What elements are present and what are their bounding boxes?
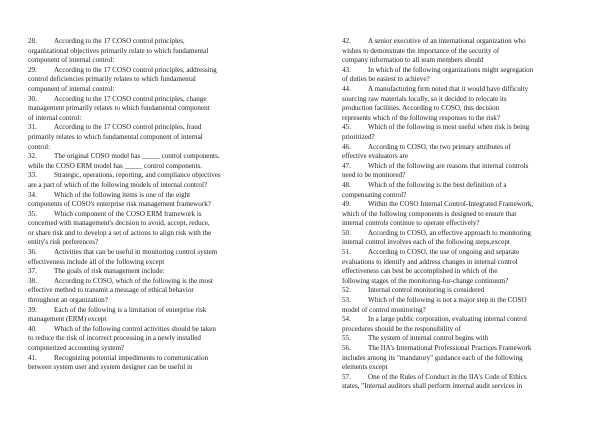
question-text: Recognizing potential impediments to communication [54, 353, 209, 362]
question-text: According to the 17 COSO control principles, fraud [54, 123, 202, 132]
question-number: 57. [342, 372, 351, 381]
question-first-line [342, 315, 594, 325]
question-item [342, 248, 594, 286]
question-item [342, 315, 594, 334]
question-item [342, 373, 594, 392]
question-text-line: effectiveness can best be accomplished in which of the [342, 267, 498, 276]
question-item [342, 181, 594, 200]
question-text-line: primarily relates to which fundamental component of internal [28, 132, 203, 141]
question-text-line: production facilities. According to COSO, this decision [342, 104, 500, 113]
question-item [342, 229, 594, 248]
question-item [342, 162, 594, 181]
question-text-line: are a part of which of the following models of internal control? [28, 180, 208, 189]
question-first-line [342, 286, 594, 296]
question-text-line: of internal control: [28, 113, 82, 122]
question-text-line: procedures should be the responsibility of [342, 324, 461, 333]
question-text-line: following stages of the monitoring-for-change continuum? [342, 276, 509, 285]
question-text-line: effective method to transmit a message of ethical behavior [28, 286, 194, 295]
question-text: Which of the following are reasons that internal controls [368, 161, 529, 170]
question-text: Strategic, operations, reporting, and compliance objectives [54, 171, 221, 180]
question-text: The goals of risk management include: [54, 267, 165, 276]
question-first-line [28, 191, 290, 201]
question-text-line: entity's risk preferences? [28, 238, 99, 247]
question-text-line: throughout an organization? [28, 296, 108, 305]
question-number: 55. [342, 334, 351, 343]
question-text-line: company information to all team members should [342, 56, 484, 65]
question-item [28, 277, 290, 306]
question-number: 56. [342, 344, 351, 352]
question-text-line: elements except [342, 363, 388, 372]
question-text-line: prioritized? [342, 132, 375, 141]
question-item [28, 152, 290, 171]
question-item [28, 66, 290, 95]
question-text-line: management (ERM) except [28, 315, 107, 324]
question-text: In which of the following organizations might segregation [368, 65, 534, 74]
question-first-line [28, 277, 290, 287]
question-number: 31. [28, 123, 37, 132]
question-text-line: wishes to demonstrate the importance of the security of [342, 46, 500, 55]
question-item [28, 248, 290, 267]
question-text-line: concerned with management's decision to avoid, accept, reduce, [28, 219, 210, 228]
question-first-line [28, 66, 290, 76]
question-item [28, 37, 290, 66]
question-first-line [342, 85, 594, 95]
question-first-line [342, 373, 594, 383]
question-item [342, 334, 594, 344]
question-text-line: to reduce the risk of incorrect processing in a newly installed [28, 334, 201, 343]
question-number: 28. [28, 37, 37, 45]
question-item [342, 200, 594, 229]
question-item [28, 325, 290, 354]
question-text-line: model of control monitoring? [342, 305, 426, 314]
question-text-line: effectiveness include all of the following except [28, 257, 165, 266]
question-number: 36. [28, 248, 37, 257]
question-item [28, 123, 290, 152]
question-first-line [342, 200, 594, 210]
question-text: Which of the following is most useful when risk is being [368, 123, 530, 132]
question-item [28, 267, 290, 277]
question-text-line: between system user and system designer can be useful in [28, 363, 193, 372]
question-text: One of the Rules of Conduct in the IIA's Code of Ethics [368, 372, 527, 381]
question-text-line: represents which of the following responses to the risk? [342, 113, 500, 122]
question-first-line [342, 181, 594, 191]
question-first-line [342, 66, 594, 76]
question-item [28, 210, 290, 248]
question-number: 44. [342, 84, 351, 93]
question-text-line: organizational objectives primarily relate to which fundamental [28, 46, 209, 55]
question-item [342, 123, 594, 142]
question-text-line: component of internal control: [28, 56, 115, 65]
question-item [342, 344, 594, 373]
question-first-line [342, 37, 594, 47]
question-text: Which of the following control activities should be taken [54, 324, 216, 333]
question-text: Which of the following is the best definition of a [368, 180, 507, 189]
question-first-line [342, 344, 594, 354]
question-text-line: control: [28, 142, 51, 151]
question-number: 45. [342, 123, 351, 132]
question-text: According to the 17 COSO control principles, addressing [54, 65, 217, 74]
question-item [342, 85, 594, 123]
question-first-line [342, 248, 594, 258]
question-text-line: sourcing raw materials locally, so it decided to relocate its [342, 94, 507, 103]
question-text-line: need to be monitored? [342, 171, 406, 180]
question-text-line: which of the following components is designed to ensure that [342, 209, 517, 218]
question-first-line [28, 152, 290, 162]
question-first-line [28, 267, 290, 277]
question-text-line: or share risk and to develop a set of actions to align risk with the [28, 228, 212, 237]
question-text: Each of the following is a limitation of enterprise risk [54, 305, 207, 314]
question-first-line [342, 123, 594, 133]
question-number: 35. [28, 209, 37, 218]
question-number: 54. [342, 315, 351, 324]
question-text: In a large public corporation, evaluating internal control [368, 315, 528, 324]
question-text: According to the 17 COSO control principles, [54, 37, 185, 45]
question-text: Activities that can be useful in monitoring control system [54, 248, 218, 257]
question-item [28, 191, 290, 210]
question-first-line [28, 95, 290, 105]
question-number: 38. [28, 276, 37, 285]
question-text: Which of the following is not a major step in the COSO [368, 296, 527, 305]
question-text: Within the COSO Internal Control-Integrated Framework, [368, 200, 534, 209]
question-first-line [342, 229, 594, 239]
question-number: 30. [28, 94, 37, 103]
question-number: 46. [342, 142, 351, 151]
question-item [28, 95, 290, 124]
question-item [28, 171, 290, 190]
question-text-line: control deficiencies primarily relates to which fundamental [28, 75, 196, 84]
question-text: The system of internal control begins with [368, 334, 489, 343]
question-text-line: evaluations to identify and address changes in internal control [342, 257, 518, 266]
question-text-line: states, "Internal auditors shall perform internal audit services in [342, 382, 522, 391]
question-item [342, 286, 594, 296]
question-text: A senior executive of an international organization who [368, 37, 526, 45]
question-text: Internal control monitoring is considered [368, 286, 485, 295]
question-text-line: internal control involves each of the following steps,except [342, 238, 510, 247]
question-text-line: while the COSO ERM model has _____ control components. [28, 161, 202, 170]
question-text: A manufacturing firm noted that it would have difficulty [368, 84, 529, 93]
question-first-line [28, 123, 290, 133]
question-number: 51. [342, 248, 351, 257]
question-text-line: includes among its "mandatory" guidance each of the following [342, 353, 523, 362]
question-first-line [28, 306, 290, 316]
question-number: 43. [342, 65, 351, 74]
question-first-line [28, 248, 290, 258]
question-number: 39. [28, 305, 37, 314]
question-first-line [342, 296, 594, 306]
question-first-line [28, 325, 290, 335]
question-item [342, 143, 594, 162]
question-number: 50. [342, 228, 351, 237]
question-item [342, 296, 594, 315]
question-first-line [28, 210, 290, 220]
question-number: 33. [28, 171, 37, 180]
question-number: 52. [342, 286, 351, 295]
question-text: The original COSO model has _____ control components, [54, 152, 220, 161]
question-item [342, 37, 594, 66]
question-number: 47. [342, 161, 351, 170]
question-text: Which component of the COSO ERM framework is [54, 209, 202, 218]
question-text: According to the 17 COSO control principles, change [54, 94, 207, 103]
question-text-line: effective evaluators are [342, 152, 409, 161]
question-first-line [342, 143, 594, 153]
question-first-line [28, 354, 290, 364]
question-first-line [342, 334, 594, 344]
question-item [28, 306, 290, 325]
question-number: 48. [342, 180, 351, 189]
question-number: 49. [342, 200, 351, 209]
question-number: 37. [28, 267, 37, 276]
question-number: 32. [28, 152, 37, 161]
question-text-line: component of internal control: [28, 84, 115, 93]
question-number: 34. [28, 190, 37, 199]
left-question-column [28, 37, 290, 373]
question-text-line: management primarily relates to which fundamental component [28, 104, 210, 113]
question-text: According to COSO, an effective approach to monitoring [368, 228, 531, 237]
question-first-line [342, 162, 594, 172]
question-text: According to COSO, the two primary attributes of [368, 142, 511, 151]
question-text: Which of the following items is one of the eight [54, 190, 191, 199]
question-first-line [28, 37, 290, 47]
question-item [28, 354, 290, 373]
question-text: According to COSO, the use of ongoing and separate [368, 248, 520, 257]
question-text: The IIA's International Professional Practices Framework [368, 344, 532, 352]
question-number: 53. [342, 296, 351, 305]
question-number: 29. [28, 65, 37, 74]
question-text-line: computerized accounting system? [28, 344, 125, 352]
question-number: 40. [28, 324, 37, 333]
question-number: 42. [342, 37, 351, 45]
question-first-line [28, 171, 290, 181]
question-item [342, 66, 594, 85]
question-number: 41. [28, 353, 37, 362]
question-text-line: compensating control? [342, 190, 407, 199]
question-text-line: internal controls continue to operate effectively? [342, 219, 480, 228]
question-text-line: of duties be easiest to achieve? [342, 75, 430, 84]
question-text-line: components of COSO's enterprise risk management framework? [28, 200, 211, 209]
question-text: According to COSO, which of the following is the most [54, 276, 213, 285]
right-question-column [342, 37, 594, 392]
